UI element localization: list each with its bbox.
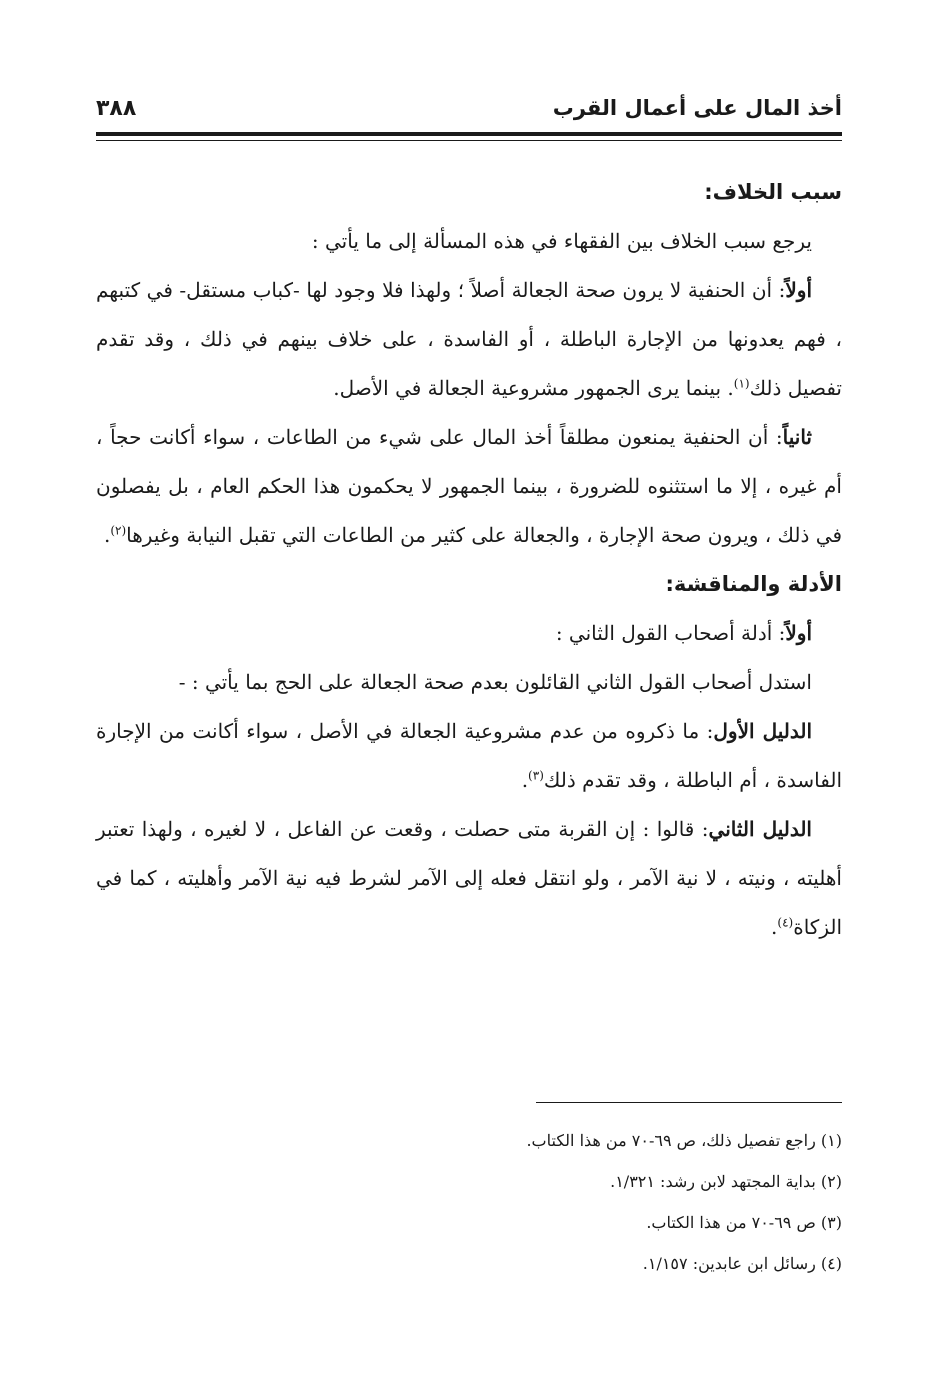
footnote-4: (٤) رسائل ابن عابدين: ١/١٥٧.: [642, 1254, 842, 1273]
section-heading-disagreement-cause: سبب الخلاف:: [704, 180, 842, 204]
footnote-1: (١) راجع تفصيل ذلك، ص ٦٩-٧٠ من هذا الكتاب.: [526, 1131, 842, 1150]
page-header: [96, 88, 842, 128]
first-reason-text-b: . بينما يرى الجمهور مشروعية الجعالة في الأصل.: [333, 376, 734, 400]
footnote-3: (٣) ص ٦٩-٧٠ من هذا الكتاب.: [646, 1213, 842, 1232]
running-title: أخذ المال على أعمال القرب: [552, 96, 842, 120]
footnote-2: (٢) بداية المجتهد لابن رشد: ١/٣٢١.: [610, 1172, 842, 1191]
section-heading-evidence: الأدلة والمناقشة:: [665, 572, 842, 596]
proof-2-text-a: : قالوا : إن القربة متى حصلت ، وقعت عن الفاعل ، لا لغيره ، ولهذا تعتبر أهليته ، ونيته ، لا نية الآمر ، ولو انتقل فعله إلى الآمر لشرط فيه نية الآمر وأهليته ، كما في الزكاة: [96, 817, 842, 939]
paragraph-proof-2: [96, 805, 842, 952]
first-reason-text-a: : أن الحنفية لا يرون صحة الجعالة أصلاً ؛ ولهذا فلا وجود لها -كباب مستقل- في كتبهم ، فهم يعدونها من الإجارة الباطلة ، أو الفاسدة ، على خلاف بينهم في ذلك ، وقد تقدم تفصيل ذلك: [96, 278, 842, 400]
page-number: ٣٨٨: [96, 95, 137, 121]
intro-text: يرجع سبب الخلاف بين الفقهاء في هذه المسألة إلى ما يأتي :: [311, 229, 812, 253]
evidence-first-text: : أدلة أصحاب القول الثاني :: [555, 621, 786, 645]
paragraph-proof-1: [96, 707, 842, 805]
second-reason-text-a: : أن الحنفية يمنعون مطلقاً أخذ المال على شيء من الطاعات ، سواء أكانت حجاً ، أم غيره ، إلا ما استثنوه للضرورة ، بينما الجمهور لا يحكمون هذا الحكم العام ، بل يفصلون في ذلك ، ويرون صحة الإجارة ، والجعالة على كثير من الطاعات التي تقبل النيابة وغيرها: [96, 425, 842, 547]
footnote-ref-1: (١): [733, 376, 750, 391]
header-rule-thick: [96, 132, 842, 136]
paragraph-evidence-first: [96, 609, 842, 658]
footnote-ref-3: (٣): [528, 768, 544, 783]
footnote-ref-4: (٤): [777, 915, 794, 930]
lead-proof-1: الدليل الأول: [713, 719, 812, 743]
lead-evidence-first: أولاً: [785, 621, 812, 645]
header-rule-thin: [96, 140, 842, 141]
lead-second: ثانياً: [782, 425, 812, 449]
paragraph-first-reason: [96, 266, 842, 413]
proof-1-text-a: : ما ذكروه من عدم مشروعية الجعالة في الأصل ، سواء أكانت من الإجارة الفاسدة ، أم الباطلة ، وقد تقدم ذلك: [96, 719, 842, 792]
paragraph-evidence-intro: [96, 658, 842, 707]
lead-first: أولاً: [785, 278, 812, 302]
main-text: [96, 168, 842, 952]
paragraph-intro: [96, 217, 842, 266]
lead-proof-2: الدليل الثاني: [708, 817, 812, 841]
footnotes: [96, 1120, 842, 1284]
proof-1-text-b: .: [521, 768, 529, 792]
footnote-divider: [536, 1102, 842, 1103]
footnote-ref-2: (٢): [110, 523, 127, 538]
paragraph-second-reason: [96, 413, 842, 560]
proof-2-text-b: .: [771, 915, 778, 939]
second-reason-text-b: .: [103, 523, 111, 547]
evidence-intro-text: استدل أصحاب القول الثاني القائلون بعدم صحة الجعالة على الحج بما يأتي : -: [178, 670, 812, 694]
